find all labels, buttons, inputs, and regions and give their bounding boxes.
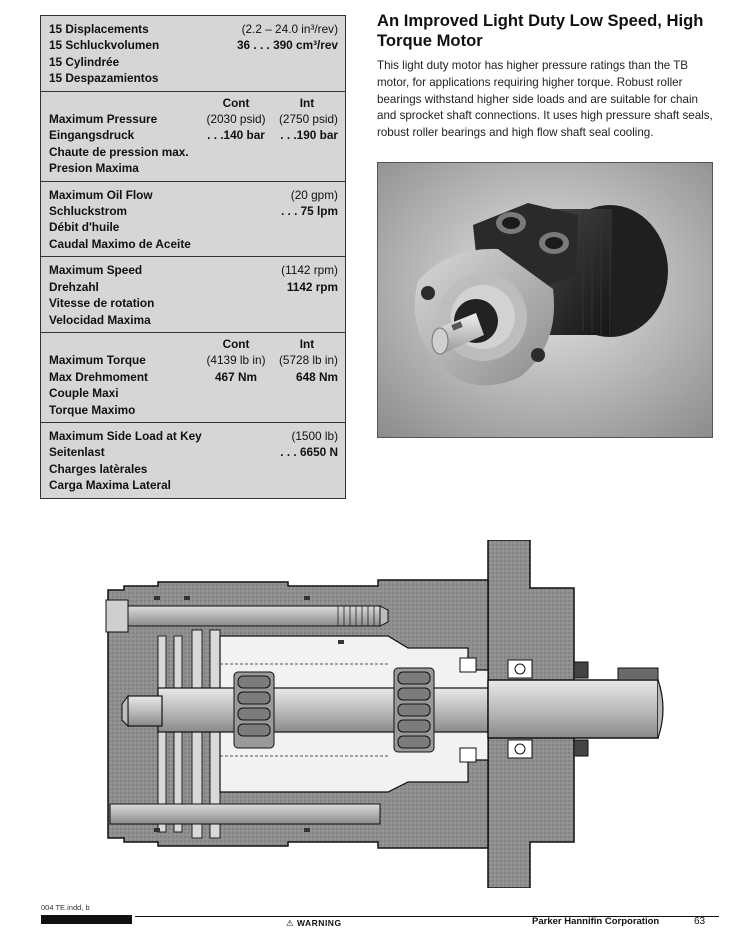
int-metric-value: . . .190 bar bbox=[280, 128, 338, 143]
spec-label: Seitenlast bbox=[49, 445, 105, 460]
spec-label: 15 Cylindrée bbox=[49, 54, 120, 69]
spec-imperial-value: (1500 lb) bbox=[291, 428, 338, 443]
spec-metric-value: . . . 75 lpm bbox=[280, 204, 338, 219]
column-header-cont: Cont bbox=[222, 336, 250, 351]
displacement-block bbox=[41, 16, 345, 92]
int-imperial-value: (5728 lb in) bbox=[278, 353, 338, 368]
spec-label: Chaute de pression max. bbox=[49, 144, 189, 159]
speed-block bbox=[41, 257, 345, 333]
cont-imperial-value: (4139 lb in) bbox=[206, 353, 266, 368]
spec-label: Max Drehmoment bbox=[49, 369, 148, 384]
spec-imperial-value: (1142 rpm) bbox=[281, 263, 338, 278]
company-name: Parker Hannifin Corporation bbox=[532, 916, 660, 927]
column-header-int: Int bbox=[299, 336, 315, 351]
spec-label: Carga Maxima Lateral bbox=[49, 478, 171, 493]
flow-block bbox=[41, 182, 345, 258]
spec-label: Presion Maxima bbox=[49, 161, 139, 176]
spec-label: Maximum Torque bbox=[49, 353, 146, 368]
footer-bar bbox=[41, 915, 132, 924]
pressure-block bbox=[41, 92, 345, 182]
cont-metric-value: 467 Nm bbox=[215, 369, 257, 384]
spec-metric-value: . . . 6650 N bbox=[280, 445, 338, 460]
cont-imperial-value: (2030 psid) bbox=[206, 112, 266, 127]
spec-metric-value: 1142 rpm bbox=[286, 279, 338, 294]
int-imperial-value: (2750 psid) bbox=[278, 112, 338, 127]
warning-label: ⚠ WARNING bbox=[286, 918, 342, 928]
torque-block bbox=[41, 333, 345, 423]
specifications-table bbox=[40, 15, 346, 499]
spec-imperial-value: (20 gpm) bbox=[290, 187, 338, 202]
spec-label: Eingangsdruck bbox=[49, 128, 135, 143]
spec-label: Vitesse de rotation bbox=[49, 296, 155, 311]
spec-label: Maximum Side Load at Key bbox=[49, 428, 202, 443]
spec-label: Caudal Maximo de Aceite bbox=[49, 236, 191, 251]
side-load-block bbox=[41, 423, 345, 498]
spec-label: Maximum Speed bbox=[49, 263, 143, 278]
cont-metric-value: . . .140 bar bbox=[207, 128, 265, 143]
spec-label: Charges latèrales bbox=[49, 461, 148, 476]
spec-metric-value: 36 . . . 390 cm³/rev bbox=[237, 38, 338, 53]
spec-label: Drehzahl bbox=[49, 279, 99, 294]
spec-label: 15 Schluckvolumen bbox=[49, 38, 160, 53]
int-metric-value: 648 Nm bbox=[296, 369, 338, 384]
page-number: 63 bbox=[694, 916, 706, 927]
product-description: This light duty motor has higher pressure ratings than the TB motor, for applications requiring higher torque. Robust roller bearings withstand higher side loads and are suitable for chain and sprocket shaft connections. It uses high pressure shaft seals, robust roller bearings and high flow shaft seal cooling. bbox=[377, 59, 713, 140]
spec-label: 15 Displacements bbox=[49, 22, 149, 36]
file-reference: 004 TE.indd, b bbox=[41, 903, 90, 912]
spec-label: Velocidad Maxima bbox=[49, 312, 151, 327]
motor-photo bbox=[377, 162, 713, 438]
spec-label: Torque Maximo bbox=[49, 402, 136, 417]
spec-label: Maximum Oil Flow bbox=[49, 187, 153, 202]
page-title: An Improved Light Duty Low Speed, High Torque Motor bbox=[377, 11, 704, 50]
spec-label: Couple Maxi bbox=[49, 386, 119, 401]
column-header-cont: Cont bbox=[222, 95, 250, 110]
spec-label: Débit d'huile bbox=[49, 220, 120, 235]
column-header-int: Int bbox=[299, 95, 315, 110]
spec-imperial-value: (2.2 – 24.0 in³/rev) bbox=[241, 22, 338, 36]
spec-label: Maximum Pressure bbox=[49, 112, 158, 127]
cross-section-drawing bbox=[88, 540, 672, 888]
spec-label: Schluckstrom bbox=[49, 204, 128, 219]
spec-label: 15 Despazamientos bbox=[49, 71, 159, 86]
